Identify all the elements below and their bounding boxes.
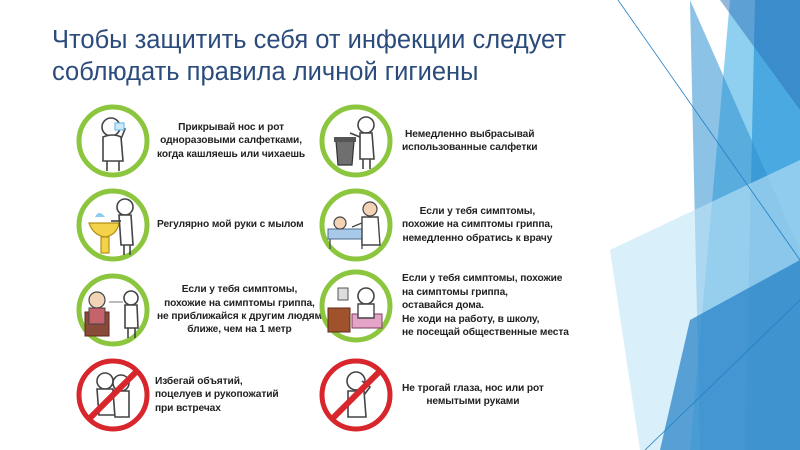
rule-text: Если у тебя симптомы, похожие на симптомы гриппа, оставайся дома. Не ходи на работу, в школу, не посещай общественные места	[402, 273, 569, 339]
see-doctor-icon	[318, 187, 394, 263]
rule-cover-cough	[75, 103, 315, 183]
rule-no-hugs	[75, 357, 315, 437]
rule-text: Избегай объятий, поцелуев и рукопожатий при встречах	[155, 375, 279, 414]
no-hugs-icon	[75, 357, 151, 433]
rule-text: Прикрывай нос и рот одноразовыми салфетками, когда кашляешь или чихаешь	[157, 121, 306, 160]
rule-text: Если у тебя симптомы, похожие на симптомы гриппа, немедленно обратись к врачу	[402, 205, 553, 244]
rule-throw-tissues	[318, 103, 598, 183]
no-touch-face-icon	[318, 357, 394, 433]
slide-title	[52, 24, 612, 88]
keep-distance-icon	[75, 272, 151, 348]
rule-see-doctor	[318, 187, 598, 267]
trash-bin-icon	[318, 103, 394, 179]
stay-home-icon	[318, 268, 394, 344]
cough-tissue-icon	[75, 103, 151, 179]
rule-text: Если у тебя симптомы, похожие на симптомы гриппа, не приближайся к другим людям ближе, чем на 1 метр	[157, 284, 322, 336]
title-line-2: соблюдать правила личной гигиены	[52, 58, 479, 86]
rule-stay-home	[318, 268, 598, 348]
rule-keep-distance	[75, 272, 322, 352]
title-line-1: Чтобы защитить себя от инфекции следует	[52, 26, 567, 54]
rule-no-touch-face	[318, 357, 598, 437]
rule-text: Немедленно выбрасывай использованные салфетки	[402, 128, 538, 153]
rule-wash-hands	[75, 187, 315, 267]
wash-hands-icon	[75, 187, 151, 263]
rule-text: Не трогай глаза, нос или рот немытыми руками	[402, 382, 544, 407]
rule-text: Регулярно мой руки с мылом	[157, 219, 304, 231]
